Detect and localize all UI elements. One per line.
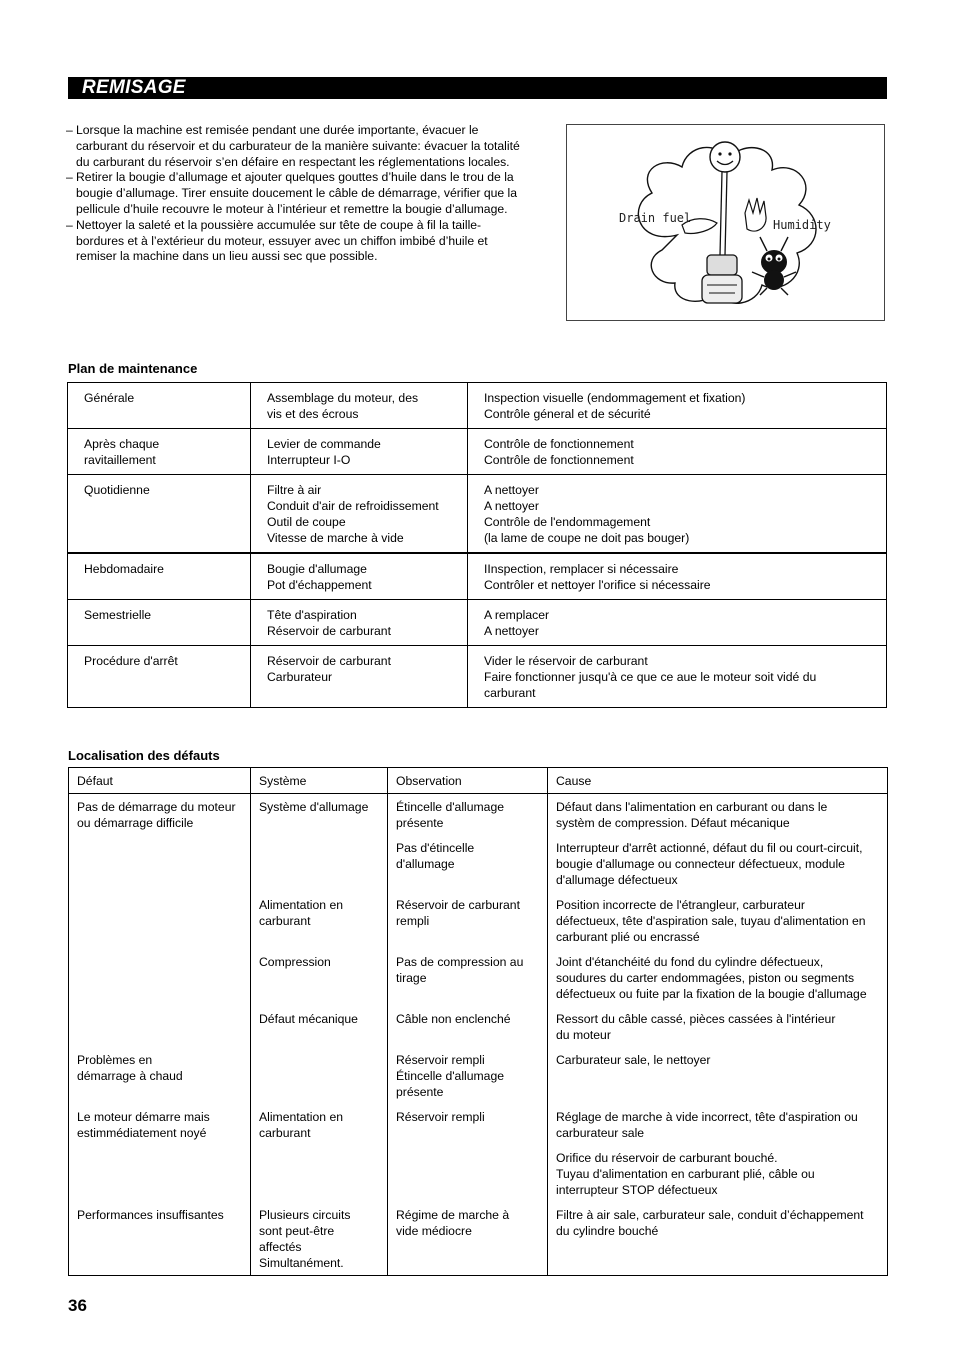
faults-table bbox=[68, 767, 888, 1276]
observation-cell: Réservoir rempli bbox=[388, 1104, 548, 1145]
maintenance-table bbox=[67, 382, 887, 708]
interval-cell: Après chaque ravitaillement bbox=[68, 429, 251, 475]
defect-cell bbox=[69, 949, 251, 1006]
system-cell: Défaut mécanique bbox=[251, 1006, 388, 1047]
cause-cell: Filtre à air sale, carburateur sale, conduit d’échappement du cylindre bouché bbox=[548, 1202, 888, 1276]
defect-cell bbox=[69, 835, 251, 892]
fault-row bbox=[69, 1145, 888, 1202]
interval-cell: Quotidienne bbox=[68, 475, 251, 554]
component-cell: Tête d'aspiration Réservoir de carburant bbox=[251, 600, 468, 646]
defect-cell: Le moteur démarre mais estimmédiatement noyé bbox=[69, 1104, 251, 1145]
action-cell: A remplacer A nettoyer bbox=[468, 600, 887, 646]
cause-cell: Interrupteur d'arrêt actionné, défaut du fil ou court-circuit, bougie d'allumage ou connecteur défectueux, module d'allumage défectueux bbox=[548, 835, 888, 892]
system-cell: Compression bbox=[251, 949, 388, 1006]
interval-cell: Procédure d'arrêt bbox=[68, 646, 251, 708]
interval-cell: Générale bbox=[68, 383, 251, 429]
maintenance-row bbox=[68, 475, 887, 554]
system-cell bbox=[251, 835, 388, 892]
cause-cell: Ressort du câble cassé, pièces cassées à l'intérieur du moteur bbox=[548, 1006, 888, 1047]
page-number: 36 bbox=[68, 1296, 87, 1315]
action-cell: IInspection, remplacer si nécessaire Contrôler et nettoyer l'orifice si nécessaire bbox=[468, 553, 887, 600]
maintenance-row bbox=[68, 383, 887, 429]
section-title: REMISAGE bbox=[82, 77, 186, 98]
component-cell: Levier de commande Interrupteur I-O bbox=[251, 429, 468, 475]
maintenance-row bbox=[68, 600, 887, 646]
column-header: Système bbox=[251, 768, 388, 794]
observation-cell: Réservoir rempli Étincelle d'allumage présente bbox=[388, 1047, 548, 1104]
fault-row bbox=[69, 835, 888, 892]
action-cell: A nettoyer A nettoyer Contrôle de l'endommagement (la lame de coupe ne doit pas bouger) bbox=[468, 475, 887, 554]
column-header: Observation bbox=[388, 768, 548, 794]
system-cell bbox=[251, 1047, 388, 1104]
system-cell: Plusieurs circuits sont peut-être affectés Simultanément. bbox=[251, 1202, 388, 1276]
storage-instructions bbox=[66, 123, 526, 265]
cartoon-drawing bbox=[567, 125, 884, 320]
defect-cell: Pas de démarrage du moteur ou démarrage difficile bbox=[69, 794, 251, 836]
system-cell: Alimentation en carburant bbox=[251, 892, 388, 949]
engine-icon bbox=[707, 255, 737, 275]
maintenance-row bbox=[68, 429, 887, 475]
action-cell: Inspection visuelle (endommagement et fixation) Contrôle géneral et de sécurité bbox=[468, 383, 887, 429]
fault-row bbox=[69, 949, 888, 1006]
section-title-bar bbox=[68, 77, 887, 99]
fault-row bbox=[69, 1006, 888, 1047]
interval-cell: Semestrielle bbox=[68, 600, 251, 646]
observation-cell: Pas de compression au tirage bbox=[388, 949, 548, 1006]
instruction-item: – Retirer la bougie d’allumage et ajouter quelques gouttes d’huile dans le trou de la bougie d’allumage. Tirer ensuite doucement le câble de démarrage, vérifier que la pellicule d’huile recouvre le moteur à l’intérieur et remettre la bougie d’allumage. bbox=[66, 170, 518, 216]
fault-row bbox=[69, 1104, 888, 1145]
drain-fuel-label: Drain fuel bbox=[619, 211, 692, 225]
observation-cell: Pas d'étincelle d'allumage bbox=[388, 835, 548, 892]
defect-cell: Problèmes en démarrage à chaud bbox=[69, 1047, 251, 1104]
fault-row bbox=[69, 1202, 888, 1276]
humidity-label: Humidity bbox=[773, 218, 831, 232]
column-header: Cause bbox=[548, 768, 888, 794]
cause-cell: Joint d'étanchéité du fond du cylindre défectueux, soudures du carter endommagées, piston ou segments défectueux ou fuite par la fixation de la bougie d'allumage bbox=[548, 949, 888, 1006]
cause-cell: Position incorrecte de l'étrangleur, carburateur défectueux, tête d'aspiration sale, tuyau d'alimentation en carburant plié ou encrassé bbox=[548, 892, 888, 949]
maintenance-title: Plan de maintenance bbox=[68, 361, 198, 376]
maintenance-row bbox=[68, 553, 887, 600]
storage-illustration bbox=[566, 124, 885, 321]
column-header: Défaut bbox=[69, 768, 251, 794]
defect-cell bbox=[69, 1145, 251, 1202]
component-cell: Assemblage du moteur, des vis et des écrous bbox=[251, 383, 468, 429]
component-cell: Filtre à air Conduit d'air de refroidissement Outil de coupe Vitesse de marche à vide bbox=[251, 475, 468, 554]
system-cell: Alimentation en carburant bbox=[251, 1104, 388, 1145]
instruction-item: – Lorsque la machine est remisée pendant une durée importante, évacuer le carburant du réservoir et du carburateur de la manière suivante: évacuer la totalité du carburant du réservoir s’en défaire en respectant les réglementations locales. bbox=[66, 123, 520, 169]
faults-header-row bbox=[69, 768, 888, 794]
cause-cell: Carburateur sale, le nettoyer bbox=[548, 1047, 888, 1104]
defect-cell bbox=[69, 892, 251, 949]
faults-title: Localisation des défauts bbox=[68, 748, 220, 763]
cause-cell: Défaut dans l'alimentation en carburant ou dans le systèm de compression. Défaut mécanique bbox=[548, 794, 888, 836]
instruction-item: – Nettoyer la saleté et la poussière accumulée sur tête de coupe à fil la taille-bordures et à l’extérieur du moteur, essuyer avec un chiffon imbibé d’huile et remiser la machine dans un lieu aussi sec que possible. bbox=[66, 217, 488, 264]
observation-cell: Câble non enclenché bbox=[388, 1006, 548, 1047]
maintenance-row bbox=[68, 646, 887, 708]
action-cell: Vider le réservoir de carburant Faire fonctionner jusqu'à ce que ce aue le moteur soit vidé du carburant bbox=[468, 646, 887, 708]
defect-cell: Performances insuffisantes bbox=[69, 1202, 251, 1276]
system-cell bbox=[251, 1145, 388, 1202]
action-cell: Contrôle de fonctionnement Contrôle de fonctionnement bbox=[468, 429, 887, 475]
fault-row bbox=[69, 794, 888, 836]
interval-cell: Hebdomadaire bbox=[68, 553, 251, 600]
component-cell: Réservoir de carburant Carburateur bbox=[251, 646, 468, 708]
component-cell: Bougie d'allumage Pot d'échappement bbox=[251, 553, 468, 600]
observation-cell: Régime de marche à vide médiocre bbox=[388, 1202, 548, 1276]
fault-row bbox=[69, 1047, 888, 1104]
system-cell: Système d'allumage bbox=[251, 794, 388, 836]
fault-row bbox=[69, 892, 888, 949]
observation-cell bbox=[388, 1145, 548, 1202]
observation-cell: Étincelle d'allumage présente bbox=[388, 794, 548, 836]
smiling-face bbox=[710, 142, 740, 172]
observation-cell: Réservoir de carburant rempli bbox=[388, 892, 548, 949]
cause-cell: Réglage de marche à vide incorrect, tête d'aspiration ou carburateur sale bbox=[548, 1104, 888, 1145]
cause-cell: Orifice du réservoir de carburant bouché. Tuyau d'alimentation en carburant plié, câble ou interrupteur STOP défectueux bbox=[548, 1145, 888, 1202]
defect-cell bbox=[69, 1006, 251, 1047]
